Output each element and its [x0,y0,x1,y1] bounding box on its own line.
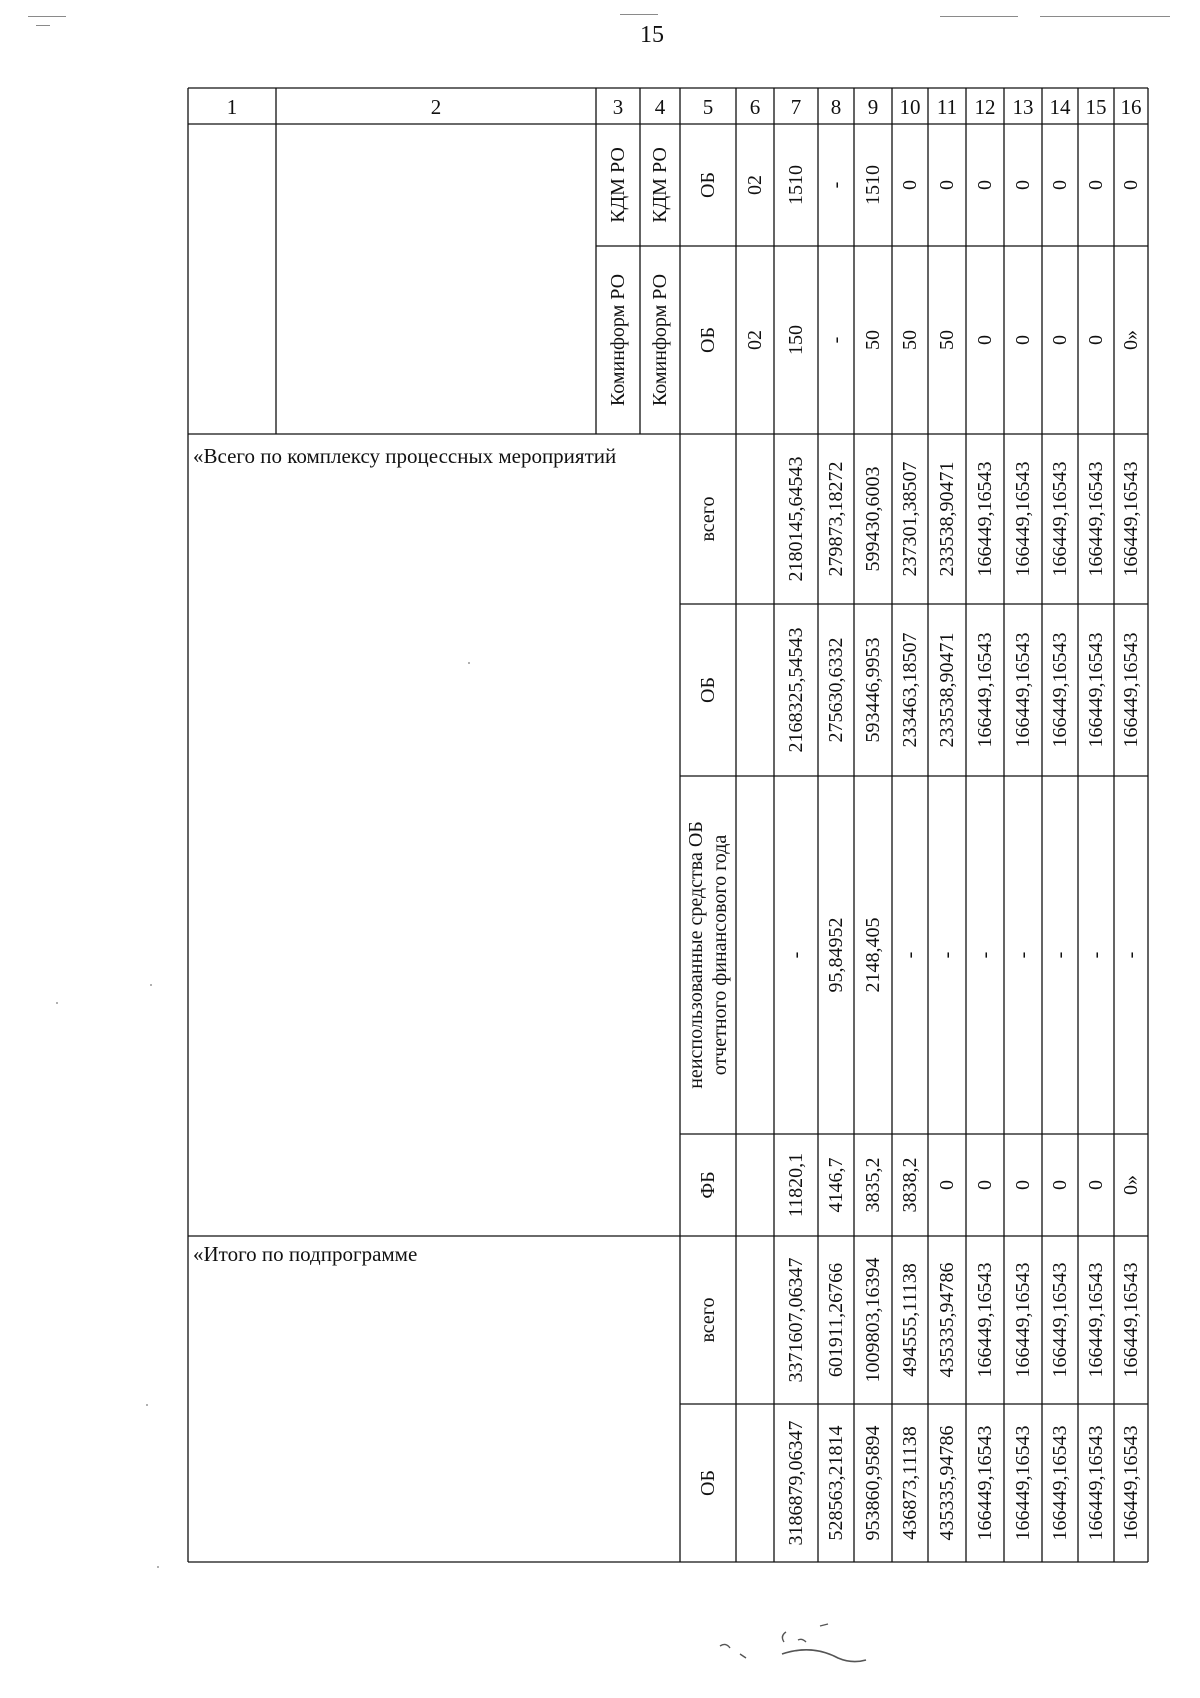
year-value: 166449,16543 [1049,1262,1071,1378]
year-value: 166449,16543 [1120,1425,1142,1541]
year-value: - [899,951,921,959]
column-number: 10 [899,95,921,119]
year-value: 166449,16543 [1049,632,1071,748]
year-value: 166449,16543 [1012,461,1034,577]
year-value: 0 [1049,180,1071,190]
year-value: 436873,11138 [899,1426,921,1540]
year-value: 0 [1085,335,1107,345]
year-value: - [974,951,996,959]
top-section [607,147,1142,406]
column-number: 12 [974,95,996,119]
page-number: 15 [640,22,664,48]
year-value: 3835,2 [862,1157,884,1213]
year-value: 0 [974,180,996,190]
year-value: 166449,16543 [1012,632,1034,748]
year-value: - [825,336,847,344]
year-value: 0 [1049,335,1071,345]
year-value: 0 [899,180,921,190]
year-value: 275630,6332 [825,637,847,743]
year-value: 1009803,16394 [862,1257,884,1383]
year-value: 0 [974,335,996,345]
year-value: 435335,94786 [936,1425,958,1541]
year-value: 0 [1085,180,1107,190]
column-number: 2 [430,95,442,119]
year-value: 50 [862,330,884,350]
year-value: 3838,2 [899,1157,921,1213]
year-value: 0 [1085,1180,1107,1190]
column-number: 8 [830,95,842,119]
summary-section [193,444,1142,1217]
section-title: «Всего по комплексу процессных мероприятий [193,444,617,468]
year-value: - [936,951,958,959]
year-value: 166449,16543 [1085,1262,1107,1378]
year-value: 166449,16543 [1049,1425,1071,1541]
year-value: 166449,16543 [974,632,996,748]
column-number: 4 [654,95,666,119]
year-value: 601911,26766 [825,1262,847,1378]
budget-code: 02 [744,175,766,195]
column-header: всего [697,1297,719,1343]
year-value: 528563,21814 [825,1425,847,1541]
column-number: 5 [702,95,714,119]
column-number: 13 [1012,95,1034,119]
year-value: 11820,1 [785,1152,807,1218]
year-value: 166449,16543 [974,1262,996,1378]
year-value: 2148,405 [862,917,884,993]
year-value: 166449,16543 [1120,461,1142,577]
summary-sections [193,444,1142,1546]
year-value: 599430,6003 [862,466,884,572]
year-value: 3186879,06347 [785,1420,807,1546]
year-value: 279873,18272 [825,461,847,577]
year-value: 237301,38507 [899,461,921,577]
year-value: 0» [1120,1175,1142,1195]
column-header: ФБ [697,1171,719,1199]
year-value: 1510 [785,165,807,205]
signature-mark [716,1618,916,1678]
year-value: 593446,9953 [862,637,884,743]
section-title: «Итого по подпрограмме [193,1242,418,1266]
column-header-line: отчетного финансового года [709,834,731,1076]
column-header: всего [697,496,719,542]
year-value: 2168325,54543 [785,627,807,753]
year-value: 166449,16543 [1049,461,1071,577]
year-value: - [825,181,847,189]
org-name-col4: Коминформ РО [649,273,671,407]
year-value: 166449,16543 [974,1425,996,1541]
year-value: 233538,90471 [936,632,958,748]
org-name-col3: КДМ РО [607,147,629,223]
year-value: 0» [1120,330,1142,350]
column-number: 9 [867,95,879,119]
budget-type: ОБ [697,327,719,353]
year-value: 233463,18507 [899,632,921,748]
year-value: 4146,7 [825,1157,847,1213]
year-value: 50 [936,330,958,350]
year-value: 166449,16543 [1012,1425,1034,1541]
year-value: 166449,16543 [1085,632,1107,748]
column-header-line: неиспользованные средства ОБ [685,821,707,1089]
year-value: 0 [1120,180,1142,190]
year-value: 0 [1012,335,1034,345]
year-value: 494555,11138 [899,1263,921,1377]
column-number: 1 [226,95,238,119]
year-value: 1510 [862,165,884,205]
year-value: 0 [936,180,958,190]
budget-code: 02 [744,330,766,350]
year-value: 150 [785,325,807,355]
column-number: 7 [790,95,802,119]
summary-section [193,1242,1142,1546]
year-value: - [785,951,807,959]
year-value: 0 [1012,180,1034,190]
budget-type: ОБ [697,172,719,198]
year-value: 166449,16543 [1085,461,1107,577]
year-value: 50 [899,330,921,350]
org-name-col4: КДМ РО [649,147,671,223]
year-value: 435335,94786 [936,1262,958,1378]
column-number: 6 [749,95,761,119]
year-value: - [1120,951,1142,959]
year-value: 95,84952 [825,917,847,993]
year-value: 166449,16543 [1120,632,1142,748]
year-value: - [1049,951,1071,959]
column-number: 14 [1049,95,1071,119]
column-header: ОБ [697,1470,719,1496]
year-value: 233538,90471 [936,461,958,577]
year-value: 0 [1012,1180,1034,1190]
column-number: 16 [1120,95,1142,119]
year-value: 2180145,64543 [785,456,807,582]
year-value: 3371607,06347 [785,1257,807,1383]
column-number: 15 [1085,95,1107,119]
column-number: 11 [936,95,958,119]
year-value: 166449,16543 [1085,1425,1107,1541]
year-value: 0 [936,1180,958,1190]
column-number: 3 [612,95,624,119]
year-value: 166449,16543 [1120,1262,1142,1378]
year-value: 953860,95894 [862,1425,884,1541]
year-value: 166449,16543 [1012,1262,1034,1378]
year-value: - [1085,951,1107,959]
org-name-col3: Коминформ РО [607,273,629,407]
year-value: 0 [1049,1180,1071,1190]
year-value: 166449,16543 [974,461,996,577]
year-value: 0 [974,1180,996,1190]
year-value: - [1012,951,1034,959]
column-header: ОБ [697,677,719,703]
